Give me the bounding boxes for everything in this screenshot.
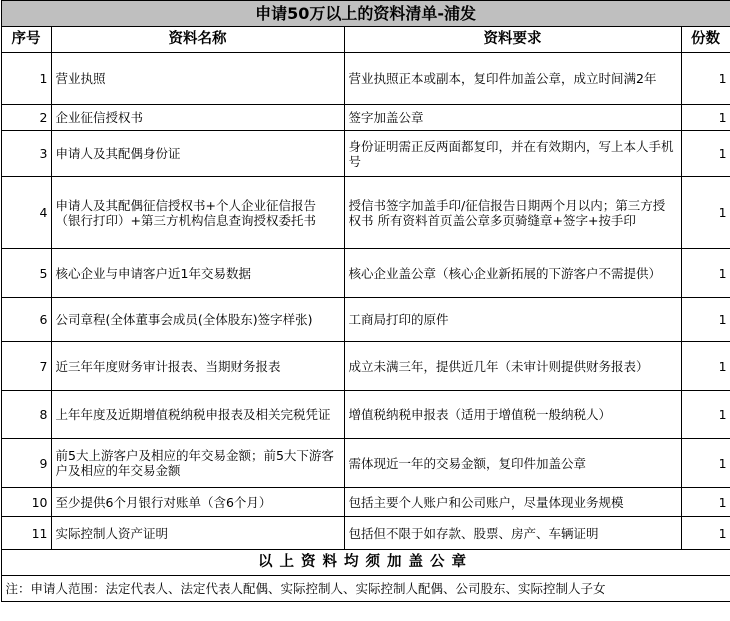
row-count: 1 [681,439,730,488]
row-name: 企业征信授权书 [51,105,344,131]
row-count: 1 [681,53,730,105]
table-row [1,249,730,298]
row-name: 营业执照 [51,53,344,105]
document-table [1,0,730,602]
row-requirement: 工商局打印的原件 [344,298,681,342]
row-requirement: 增值税纳税申报表（适用于增值税一般纳税人） [344,391,681,439]
row-count: 1 [681,342,730,391]
footer-row [1,550,730,576]
row-requirement: 核心企业盖公章（核心企业新拓展的下游客户不需提供） [344,249,681,298]
row-requirement: 包括但不限于如存款、股票、房产、车辆证明 [344,517,681,550]
row-no: 7 [1,342,51,391]
row-name: 实际控制人资产证明 [51,517,344,550]
row-count: 1 [681,517,730,550]
table-row [1,53,730,105]
header-count: 份数 [681,27,730,53]
row-name: 前5大上游客户及相应的年交易金额；前5大下游客户及相应的年交易金额 [51,439,344,488]
row-requirement: 身份证明需正反两面都复印，并在有效期内，写上本人手机号 [344,131,681,177]
row-count: 1 [681,249,730,298]
table-row [1,391,730,439]
table-row [1,342,730,391]
row-name: 上年年度及近期增值税纳税申报表及相关完税凭证 [51,391,344,439]
row-requirement: 包括主要个人账户和公司账户，尽量体现业务规模 [344,488,681,517]
header-requirement: 资料要求 [344,27,681,53]
header-name: 资料名称 [51,27,344,53]
table-row [1,105,730,131]
row-name: 近三年年度财务审计报表、当期财务报表 [51,342,344,391]
title-row [1,1,730,27]
row-no: 3 [1,131,51,177]
row-no: 1 [1,53,51,105]
row-requirement: 授信书签字加盖手印/征信报告日期两个月以内；第三方授权书 所有资料首页盖公章多页骑缝章+签字+按手印 [344,177,681,249]
row-name: 公司章程(全体董事会成员(全体股东)签字样张) [51,298,344,342]
table-row [1,298,730,342]
row-count: 1 [681,177,730,249]
table-row [1,517,730,550]
header-row [1,27,730,53]
row-name: 申请人及其配偶身份证 [51,131,344,177]
footer-notice: 以上资料均须加盖公章 [1,550,730,576]
row-no: 8 [1,391,51,439]
row-no: 6 [1,298,51,342]
row-no: 5 [1,249,51,298]
header-no: 序号 [1,27,51,53]
row-no: 2 [1,105,51,131]
row-count: 1 [681,131,730,177]
row-count: 1 [681,105,730,131]
applicant-scope-note: 注：申请人范围：法定代表人、法定代表人配偶、实际控制人、实际控制人配偶、公司股东、实际控制人子女 [1,576,730,602]
row-name: 至少提供6个月银行对账单（含6个月） [51,488,344,517]
row-requirement: 营业执照正本或副本，复印件加盖公章，成立时间满2年 [344,53,681,105]
row-count: 1 [681,391,730,439]
table-row [1,131,730,177]
row-requirement: 需体现近一年的交易金额，复印件加盖公章 [344,439,681,488]
note-row [1,576,730,602]
row-requirement: 成立未满三年，提供近几年（未审计则提供财务报表） [344,342,681,391]
row-requirement: 签字加盖公章 [344,105,681,131]
page-title: 申请50万以上的资料清单-浦发 [1,1,730,27]
table-row [1,439,730,488]
row-count: 1 [681,298,730,342]
row-no: 10 [1,488,51,517]
row-no: 11 [1,517,51,550]
row-no: 9 [1,439,51,488]
row-name: 核心企业与申请客户近1年交易数据 [51,249,344,298]
row-name: 申请人及其配偶征信授权书+个人企业征信报告（银行打印）+第三方机构信息查询授权委托书 [51,177,344,249]
table-row [1,488,730,517]
row-no: 4 [1,177,51,249]
row-count: 1 [681,488,730,517]
table-row [1,177,730,249]
